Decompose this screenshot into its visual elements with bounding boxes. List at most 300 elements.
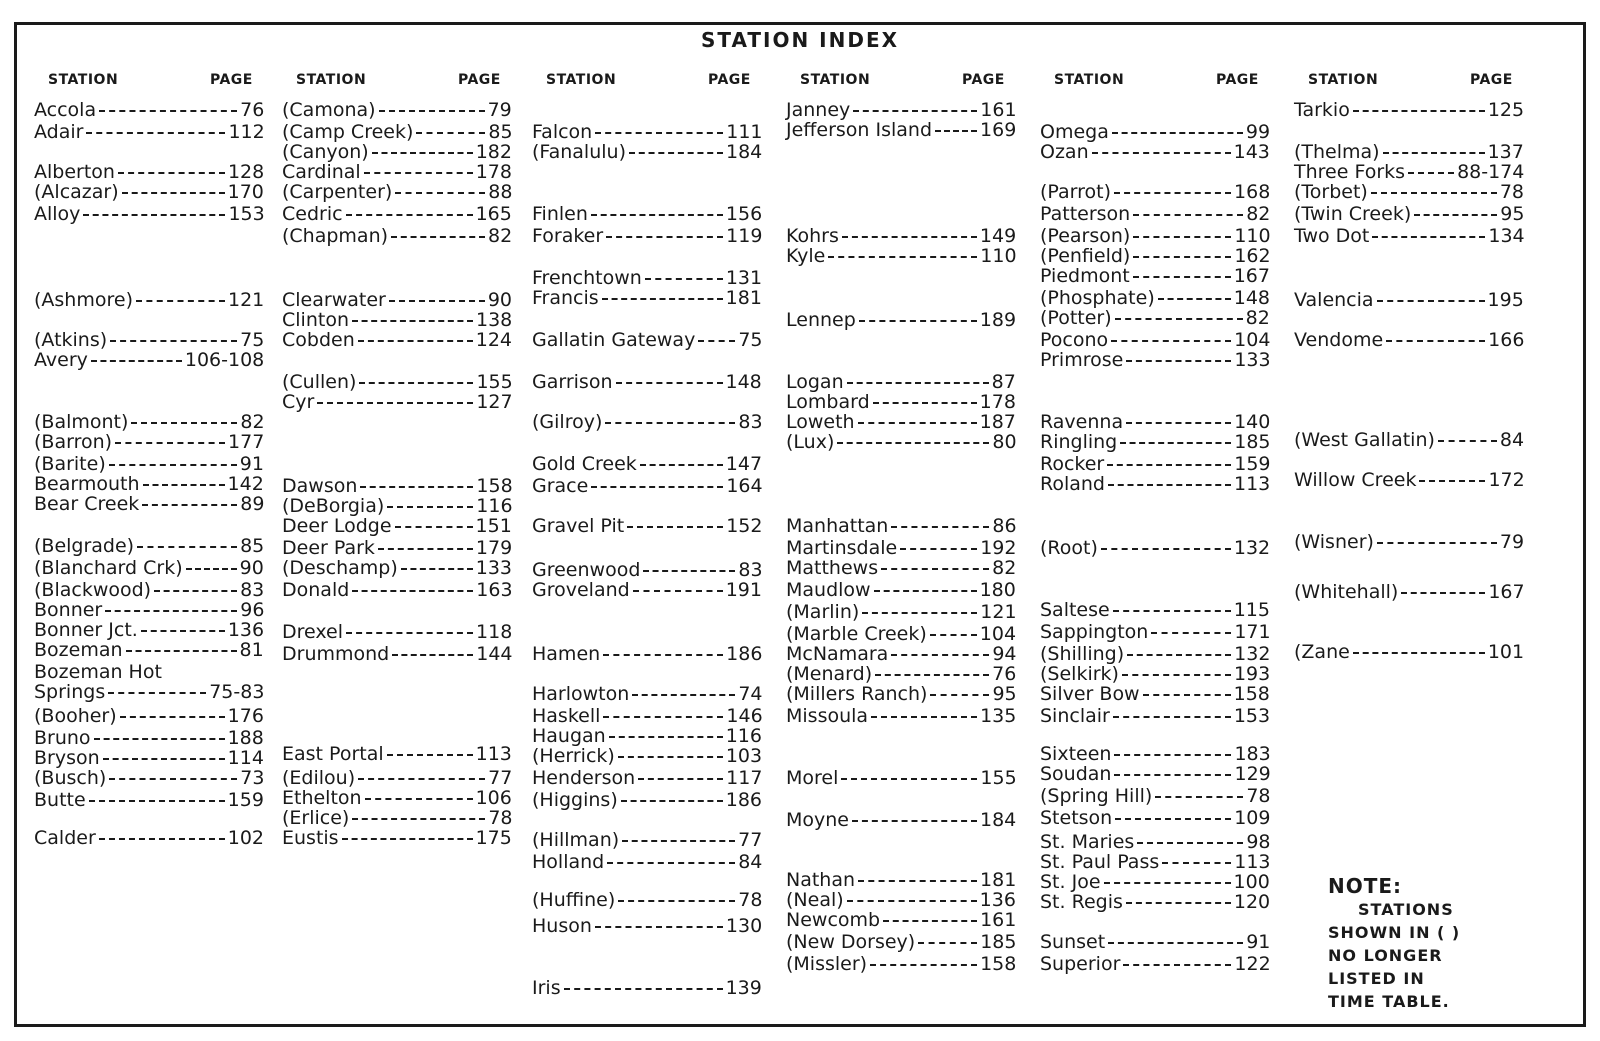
page-number: 170 xyxy=(227,181,264,203)
column-header xyxy=(296,72,501,88)
leader-dashes xyxy=(1111,340,1231,342)
station-name: Sunset xyxy=(1040,931,1106,953)
leader-dashes xyxy=(606,236,723,238)
index-entry xyxy=(532,454,762,474)
index-entry xyxy=(532,580,762,600)
leader-dashes xyxy=(875,674,989,676)
leader-dashes xyxy=(1115,318,1243,320)
index-entry xyxy=(532,684,763,704)
station-name: Ringling xyxy=(1040,431,1118,453)
page-number: 90 xyxy=(239,557,264,579)
station-name: Kyle xyxy=(786,245,826,267)
index-entry xyxy=(1294,430,1524,450)
station-name: Sinclair xyxy=(1040,705,1110,727)
index-entry xyxy=(532,268,762,288)
page-number: 84 xyxy=(738,851,763,873)
page-number: 77 xyxy=(488,767,513,789)
page-number: 122 xyxy=(1234,953,1271,975)
index-entry xyxy=(1040,706,1270,726)
leader-dashes xyxy=(1377,300,1485,302)
page-number: 171 xyxy=(1234,621,1271,643)
station-name: Foraker xyxy=(532,225,604,247)
leader-dashes xyxy=(1113,716,1231,718)
index-entry xyxy=(532,726,762,746)
station-name: (Shilling) xyxy=(1040,643,1125,665)
leader-dashes xyxy=(602,298,723,300)
page-number: 143 xyxy=(1233,141,1270,163)
leader-dashes xyxy=(1414,214,1497,216)
station-header: STATION xyxy=(1308,72,1379,88)
page-number: 181 xyxy=(725,287,762,309)
station-name: (Busch) xyxy=(34,767,107,789)
leader-dashes xyxy=(1092,152,1231,154)
station-name: Silver Bow xyxy=(1040,683,1140,705)
leader-dashes xyxy=(930,634,977,636)
index-entry xyxy=(282,226,512,246)
page-number: 106-108 xyxy=(184,349,265,371)
station-name: (Ashmore) xyxy=(34,289,133,311)
station-name: Bozeman xyxy=(34,639,123,661)
station-name: Accola xyxy=(34,99,97,121)
leader-dashes xyxy=(852,820,977,822)
station-name: (Huffine) xyxy=(532,889,616,911)
page-number: 75-83 xyxy=(209,681,265,703)
index-entry xyxy=(1040,786,1271,806)
page-number: 188 xyxy=(227,727,264,749)
page-number: 110 xyxy=(1234,225,1271,247)
station-name: (DeBorgia) xyxy=(282,495,385,517)
leader-dashes xyxy=(930,694,989,696)
index-entry xyxy=(282,744,512,764)
index-entry xyxy=(786,602,1017,622)
page-number: 82 xyxy=(240,411,265,433)
index-entry xyxy=(786,392,1016,412)
station-name: Lennep xyxy=(786,309,856,331)
station-name: (Camona) xyxy=(282,99,376,121)
page-number: 124 xyxy=(475,329,513,351)
index-entry xyxy=(34,330,264,350)
index-entry xyxy=(34,600,264,620)
page-number: 113 xyxy=(1234,473,1271,495)
index-entry xyxy=(532,768,762,788)
leader-dashes xyxy=(120,716,225,718)
page-number: 158 xyxy=(980,953,1017,975)
page-number: 129 xyxy=(1234,763,1271,785)
page-number: 88 xyxy=(488,181,513,203)
station-name: Janney xyxy=(786,99,851,121)
index-entry xyxy=(786,890,1016,910)
station-name: St. Regis xyxy=(1040,891,1123,913)
index-entry xyxy=(1040,204,1270,224)
leader-dashes xyxy=(603,654,723,656)
leader-dashes xyxy=(115,442,225,444)
leader-dashes xyxy=(1133,276,1231,278)
index-entry xyxy=(34,494,264,514)
page-header: PAGE xyxy=(1470,72,1513,88)
page-number: 118 xyxy=(476,621,513,643)
leader-dashes xyxy=(858,422,977,424)
station-name: (Canyon) xyxy=(282,141,369,163)
leader-dashes xyxy=(622,840,735,842)
leader-dashes xyxy=(632,694,735,696)
index-entry xyxy=(1040,432,1271,452)
leader-dashes xyxy=(379,110,485,112)
page-number: 125 xyxy=(1487,99,1525,121)
leader-dashes xyxy=(1371,192,1497,194)
leader-dashes xyxy=(416,132,485,134)
index-entry xyxy=(1040,330,1270,350)
index-entry xyxy=(532,644,762,664)
leader-dashes xyxy=(401,568,473,570)
index-entry xyxy=(34,162,264,182)
leader-dashes xyxy=(1419,480,1485,482)
index-entry xyxy=(1040,622,1271,642)
station-name: Patterson xyxy=(1040,203,1131,225)
index-entry xyxy=(1040,600,1270,620)
page-title: STATION INDEX xyxy=(700,28,900,52)
station-name: (Parrot) xyxy=(1040,181,1112,203)
page-number: 95 xyxy=(1500,203,1525,225)
leader-dashes xyxy=(595,132,723,134)
station-name: Martinsdale xyxy=(786,537,898,559)
station-name: Bruno xyxy=(34,727,91,749)
station-name: (Pearson) xyxy=(1040,225,1131,247)
index-entry xyxy=(1040,122,1270,142)
station-name: Avery xyxy=(34,349,88,371)
page-number: 82 xyxy=(1246,203,1271,225)
leader-dashes xyxy=(126,650,237,652)
page-number: 91 xyxy=(239,453,264,475)
index-entry xyxy=(34,100,264,120)
leader-dashes xyxy=(883,920,977,922)
station-name: (Alcazar) xyxy=(34,181,119,203)
page-number: 81 xyxy=(239,639,264,661)
leader-dashes xyxy=(105,610,237,612)
page-number: 116 xyxy=(725,725,762,747)
station-name: Bonner Jct. xyxy=(34,619,138,641)
page-number: 161 xyxy=(980,909,1017,931)
page-number: 163 xyxy=(476,579,513,601)
leader-dashes xyxy=(1137,842,1243,844)
index-entry xyxy=(34,768,264,788)
leader-dashes xyxy=(387,506,473,508)
station-name: Adair xyxy=(34,121,84,143)
index-entry xyxy=(532,916,762,936)
page-number: 152 xyxy=(726,515,763,537)
page-number: 135 xyxy=(980,705,1017,727)
index-entry xyxy=(282,788,512,808)
index-entry xyxy=(34,122,265,142)
station-name: Bonner xyxy=(34,599,103,621)
station-name: (Barite) xyxy=(34,453,106,475)
index-entry xyxy=(282,538,512,558)
index-entry xyxy=(1040,954,1271,974)
station-name: Francis xyxy=(532,287,599,309)
index-entry xyxy=(786,412,1016,432)
index-entry xyxy=(282,808,513,828)
index-entry xyxy=(1040,744,1271,764)
index-entry xyxy=(532,830,762,850)
page-number: 161 xyxy=(980,99,1017,121)
page-number: 189 xyxy=(979,309,1017,331)
station-name: (Menard) xyxy=(786,663,873,685)
station-name: Garrison xyxy=(532,371,613,393)
leader-dashes xyxy=(359,382,473,384)
index-entry xyxy=(282,558,512,578)
page-number: 82 xyxy=(1245,307,1270,329)
station-name: McNamara xyxy=(786,643,889,665)
index-entry xyxy=(282,476,513,496)
leader-dashes xyxy=(1122,674,1231,676)
leader-dashes xyxy=(1108,942,1243,944)
leader-dashes xyxy=(358,340,473,342)
station-name: (Twin Creek) xyxy=(1294,203,1412,225)
station-name: (Zane xyxy=(1294,641,1350,663)
station-name: (Wisner) xyxy=(1294,531,1374,553)
leader-dashes xyxy=(900,548,977,550)
station-name: Pocono xyxy=(1040,329,1109,351)
station-header: STATION xyxy=(296,72,367,88)
note-line: TIME TABLE. xyxy=(1328,992,1450,1011)
station-name: Roland xyxy=(1040,473,1105,495)
page-number: 137 xyxy=(1487,141,1524,163)
leader-dashes xyxy=(591,486,723,488)
leader-dashes xyxy=(1115,818,1231,820)
leader-dashes xyxy=(621,800,723,802)
index-entry xyxy=(1040,644,1270,664)
leader-dashes xyxy=(99,838,225,840)
note xyxy=(1328,875,1568,1013)
page-number: 168 xyxy=(1234,181,1271,203)
page-number: 191 xyxy=(725,579,762,601)
index-entry xyxy=(1040,684,1270,704)
page-number: 117 xyxy=(726,767,763,789)
column-header xyxy=(48,72,253,88)
station-name: (Fanalulu) xyxy=(532,141,626,163)
leader-dashes xyxy=(1155,796,1243,798)
leader-dashes xyxy=(136,300,225,302)
page-number: 85 xyxy=(240,535,265,557)
page-number: 111 xyxy=(726,121,763,143)
page-number: 155 xyxy=(980,767,1017,789)
leader-dashes xyxy=(1114,774,1231,776)
index-entry xyxy=(282,310,512,330)
index-entry xyxy=(34,662,162,682)
index-entry xyxy=(786,516,1017,536)
station-name: Bozeman Hot xyxy=(34,661,162,683)
page-number: 192 xyxy=(980,537,1017,559)
page-number: 132 xyxy=(1233,537,1271,559)
page-number: 132 xyxy=(1234,643,1271,665)
station-name: (Cullen) xyxy=(282,371,357,393)
page-header: PAGE xyxy=(962,72,1005,88)
page-number: 136 xyxy=(227,619,265,641)
page-number: 149 xyxy=(979,225,1017,247)
index-entry xyxy=(1040,266,1270,286)
station-name: Willow Creek xyxy=(1294,469,1417,491)
page-number: 176 xyxy=(227,705,264,727)
index-entry xyxy=(786,226,1016,246)
index-entry xyxy=(532,330,763,350)
index-entry xyxy=(532,706,763,726)
station-name: Manhattan xyxy=(786,515,889,537)
index-entry xyxy=(786,432,1017,452)
page-number: 104 xyxy=(1234,329,1271,351)
index-entry xyxy=(532,516,762,536)
leader-dashes xyxy=(645,278,723,280)
station-name: (Carpenter) xyxy=(282,181,393,203)
leader-dashes xyxy=(1143,694,1231,696)
leader-dashes xyxy=(609,736,723,738)
page-number: 182 xyxy=(475,141,512,163)
leader-dashes xyxy=(108,692,206,694)
index-entry xyxy=(1294,290,1524,310)
page-number: 75 xyxy=(738,329,763,351)
page-number: 136 xyxy=(979,889,1016,911)
index-entry xyxy=(1040,246,1271,266)
leader-dashes xyxy=(395,192,485,194)
station-name: Clearwater xyxy=(282,289,386,311)
index-entry xyxy=(34,412,265,432)
station-name: Superior xyxy=(1040,953,1121,975)
page-number: 86 xyxy=(992,515,1017,537)
index-entry xyxy=(1294,532,1524,552)
station-name: Cobden xyxy=(282,329,355,351)
leader-dashes xyxy=(564,988,723,990)
station-name: Primrose xyxy=(1040,349,1124,371)
station-name: (Whitehall) xyxy=(1294,581,1399,603)
leader-dashes xyxy=(142,504,237,506)
page-number: 73 xyxy=(240,767,265,789)
station-name: Haskell xyxy=(532,705,601,727)
index-entry xyxy=(532,790,762,810)
station-name: (Hillman) xyxy=(532,829,620,851)
page-number: 138 xyxy=(475,309,513,331)
page-number: 178 xyxy=(475,161,512,183)
index-entry xyxy=(34,536,264,556)
page-number: 164 xyxy=(726,475,763,497)
leader-dashes xyxy=(342,838,473,840)
station-name: Gold Creek xyxy=(532,453,637,475)
leader-dashes xyxy=(858,880,977,882)
index-entry xyxy=(282,516,512,536)
leader-dashes xyxy=(1353,110,1485,112)
index-entry xyxy=(1040,764,1271,784)
index-entry xyxy=(34,620,264,640)
station-name: Ozan xyxy=(1040,141,1089,163)
page-number: 83 xyxy=(240,579,265,601)
station-name: (Booher) xyxy=(34,705,117,727)
station-name: Stetson xyxy=(1040,807,1113,829)
index-entry xyxy=(786,684,1017,704)
station-name: Eustis xyxy=(282,827,339,849)
index-entry xyxy=(34,454,264,474)
index-entry xyxy=(282,290,512,310)
page-number: 83 xyxy=(738,411,763,433)
index-entry xyxy=(1294,100,1524,120)
station-name: (Neal) xyxy=(786,889,844,911)
leader-dashes xyxy=(122,192,225,194)
leader-dashes xyxy=(842,236,977,238)
station-name: (Deschamp) xyxy=(282,557,398,579)
station-name: (Barron) xyxy=(34,431,113,453)
leader-dashes xyxy=(629,152,723,154)
station-name: Gravel Pit xyxy=(532,515,625,537)
page-number: 90 xyxy=(487,289,513,311)
page-number: 153 xyxy=(1233,705,1271,727)
page-number: 156 xyxy=(725,203,763,225)
page-number: 142 xyxy=(227,473,264,495)
leader-dashes xyxy=(607,862,735,864)
leader-dashes xyxy=(1133,214,1243,216)
leader-dashes xyxy=(94,738,225,740)
leader-dashes xyxy=(186,568,237,570)
page-number: 185 xyxy=(1234,431,1271,453)
leader-dashes xyxy=(1101,548,1231,550)
page-number: 91 xyxy=(1246,931,1271,953)
station-name: Logan xyxy=(786,371,844,393)
page-number: 79 xyxy=(487,99,512,121)
station-name: Vendome xyxy=(1294,329,1384,351)
leader-dashes xyxy=(918,942,977,944)
index-entry xyxy=(34,182,264,202)
station-name: Grace xyxy=(532,475,589,497)
page-number: 84 xyxy=(1499,429,1525,451)
index-entry xyxy=(1294,582,1525,602)
index-entry xyxy=(786,768,1017,788)
index-entry xyxy=(1040,288,1270,308)
index-entry xyxy=(786,870,1016,890)
index-entry xyxy=(532,122,763,142)
index-entry xyxy=(1294,182,1524,202)
leader-dashes xyxy=(1401,592,1485,594)
page-number: 76 xyxy=(240,99,265,121)
index-entry xyxy=(1040,852,1271,872)
index-entry xyxy=(786,706,1016,726)
leader-dashes xyxy=(618,900,735,902)
index-entry xyxy=(282,372,513,392)
leader-dashes xyxy=(891,654,989,656)
page-number: 78 xyxy=(488,807,513,829)
column-header xyxy=(1308,72,1513,88)
page-number: 83 xyxy=(738,559,763,581)
page-number: 139 xyxy=(725,977,762,999)
page-number: 162 xyxy=(1234,245,1271,267)
leader-dashes xyxy=(1126,902,1231,904)
page-number: 128 xyxy=(227,161,265,183)
page-number: 183 xyxy=(1234,743,1271,765)
station-name: Loweth xyxy=(786,411,855,433)
page-number: 187 xyxy=(979,411,1016,433)
station-name: (Erlice) xyxy=(282,807,350,829)
column-header xyxy=(546,72,751,88)
station-name: Frenchtown xyxy=(532,267,642,289)
station-name: Matthews xyxy=(786,557,879,579)
page-number: 186 xyxy=(726,643,763,665)
leader-dashes xyxy=(1123,964,1231,966)
index-entry xyxy=(34,474,264,494)
page-number: 193 xyxy=(1233,663,1271,685)
leader-dashes xyxy=(83,214,225,216)
page-number: 115 xyxy=(1233,599,1270,621)
station-name: Bear Creek xyxy=(34,493,140,515)
station-name: Lombard xyxy=(786,391,870,413)
index-entry xyxy=(532,978,762,998)
leader-dashes xyxy=(871,716,977,718)
note-line: SHOWN IN ( ) xyxy=(1328,923,1461,942)
page-number: 121 xyxy=(980,601,1017,623)
index-entry xyxy=(282,142,512,162)
